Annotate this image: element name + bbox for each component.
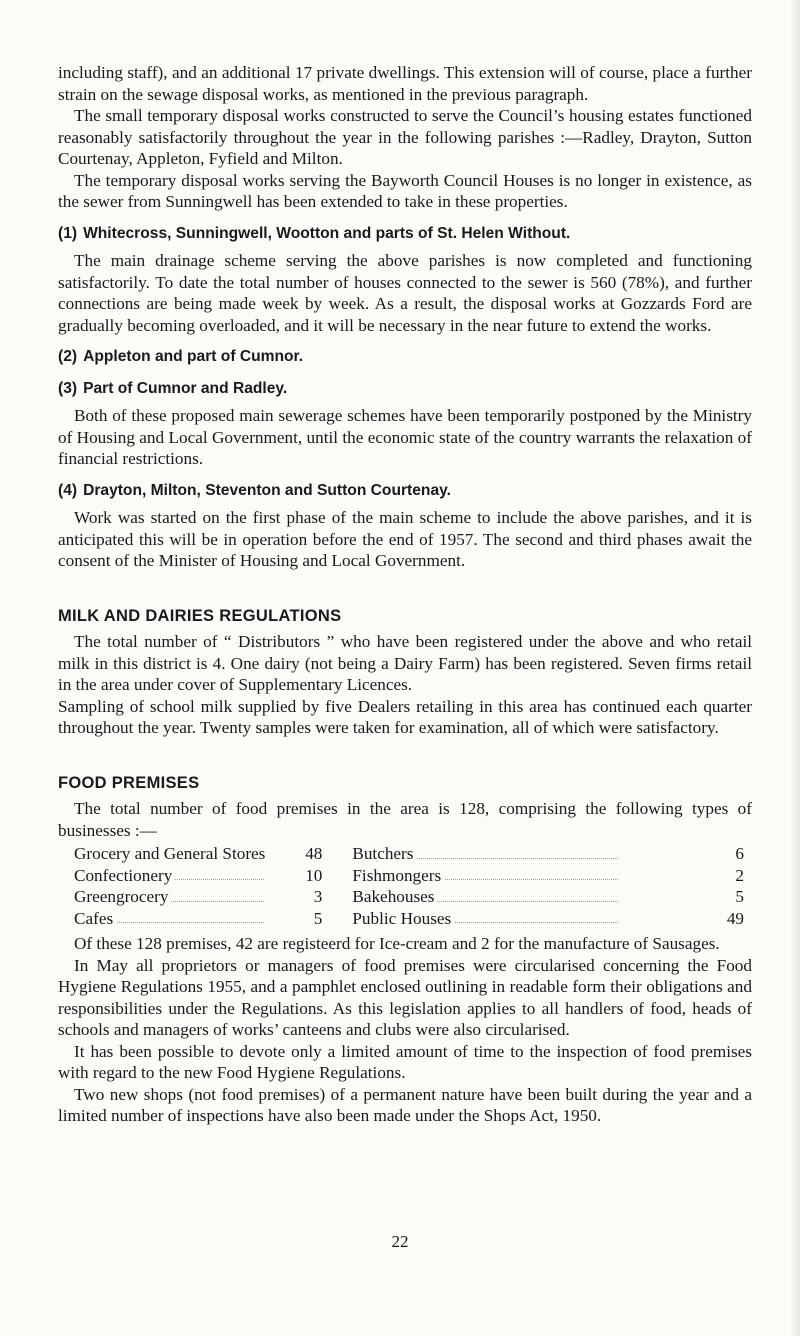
food-paragraph-shops: Two new shops (not food premises) of a permanent nature have been built during the year and a limited number of inspections have also been made under the Shops Act, 1950.	[58, 1084, 752, 1125]
business-count: 48	[305, 844, 323, 863]
table-row	[58, 843, 744, 865]
food-business-table	[58, 843, 744, 929]
business-type: Fishmongers	[334, 865, 622, 887]
business-count: 10	[305, 865, 323, 885]
food-intro: The total number of food premises in the area is 128, comprising the following types of businesses :—	[58, 799, 752, 840]
business-count: 5	[313, 908, 323, 928]
table-row	[58, 865, 744, 887]
business-count: 5	[735, 887, 744, 906]
section-1-title: Whitecross, Sunningwell, Wootton and parts of St. Helen Without.	[83, 224, 571, 242]
section-2-heading	[58, 346, 752, 368]
section-3-heading	[58, 378, 752, 400]
business-count: 2	[735, 865, 744, 885]
business-type: Bakehouses	[334, 886, 622, 908]
business-count: 6	[735, 844, 744, 863]
section-1-number: (1)	[58, 224, 78, 242]
table-row	[58, 886, 744, 908]
business-type: Cafes	[58, 908, 268, 930]
business-type: Greengrocery	[58, 886, 268, 908]
business-count: 49	[726, 908, 744, 928]
business-count: 3	[313, 887, 323, 906]
section-3-number: (3)	[58, 379, 78, 397]
paragraph-temporary-works: The small temporary disposal works constructed to serve the Council’s housing estates functioned reasonably satisfactorily throughout the year in the following parishes :—Radley, Drayton, Sutton Courtenay, Appleton, Fyfield and Milton.	[58, 106, 752, 168]
section-4-text: Work was started on the first phase of the main scheme to include the above parishes, and it is anticipated this will be in operation before the end of 1957. The second and third phases await the consent of the Minister of Housing and Local Government.	[58, 508, 752, 570]
section-3-title: Part of Cumnor and Radley.	[83, 379, 288, 397]
page-number: 22	[391, 1232, 409, 1251]
business-type: Butchers	[334, 843, 622, 865]
food-paragraph-icecream: Of these 128 premises, 42 are registeerd for Ice-cream and 2 for the manufacture of Sausages.	[74, 934, 720, 953]
food-premises-heading: FOOD PREMISES	[58, 773, 200, 792]
milk-dairies-heading: MILK AND DAIRIES REGULATIONS	[58, 606, 342, 625]
paragraph-staff-dwellings: including staff), and an additional 17 private dwellings. This extension will of course, place a further strain on the sewage disposal works, as mentioned in the previous paragraph.	[58, 63, 752, 104]
section-4-heading	[58, 480, 752, 502]
food-paragraph-hygiene: In May all proprietors or managers of food premises were circularised concerning the Food Hygiene Regulations 1955, and a pamphlet enclosed outlining in readable form their obligations and responsibilities under the Regulations. As this legislation applies to all handlers of food, heads of schools and managers of works’ canteens and clubs were also circularised.	[58, 955, 752, 1039]
section-4-number: (4)	[58, 481, 78, 499]
section-2-number: (2)	[58, 348, 78, 365]
section-2-title: Appleton and part of Cumnor.	[83, 348, 304, 365]
page-edge-shadow	[790, 0, 800, 1336]
business-type: Grocery and General Stores	[58, 843, 268, 865]
section-3-text: Both of these proposed main sewerage schemes have been temporarily postponed by the Ministry of Housing and Local Government, until the economic state of the country warrants the relaxation of financial restrictions.	[58, 406, 752, 468]
paragraph-bayworth: The temporary disposal works serving the Bayworth Council Houses is no longer in existence, as the sewer from Sunningwell has been extended to take in these properties.	[58, 170, 752, 211]
document-page	[58, 62, 752, 1127]
table-row	[58, 908, 744, 930]
section-4-title: Drayton, Milton, Steventon and Sutton Courtenay.	[83, 481, 451, 499]
section-1-heading	[58, 223, 752, 245]
milk-paragraph-1: The total number of “ Distributors ” who have been registered under the above and who retail milk in this district is 4. One dairy (not being a Dairy Farm) has been registered. Seven firms retail in the area under cover of Supplementary Licences.	[58, 632, 752, 694]
milk-paragraph-2: Sampling of school milk supplied by five Dealers retailing in this area has continued each quarter throughout the year. Twenty samples were taken for examination, all of which were satisfactory.	[58, 696, 752, 737]
business-type: Confectionery	[58, 865, 268, 887]
business-type: Public Houses	[334, 908, 622, 930]
food-paragraph-inspection: It has been possible to devote only a limited amount of time to the inspection of food premises with regard to the new Food Hygiene Regulations.	[58, 1041, 752, 1082]
section-1-text: The main drainage scheme serving the above parishes is now completed and functioning satisfactorily. To date the total number of houses connected to the sewer is 560 (78%), and further connections are being made week by week. As a result, the disposal works at Gozzards Ford are gradually becoming overloaded, and it will be necessary in the near future to extend the works.	[58, 251, 752, 335]
